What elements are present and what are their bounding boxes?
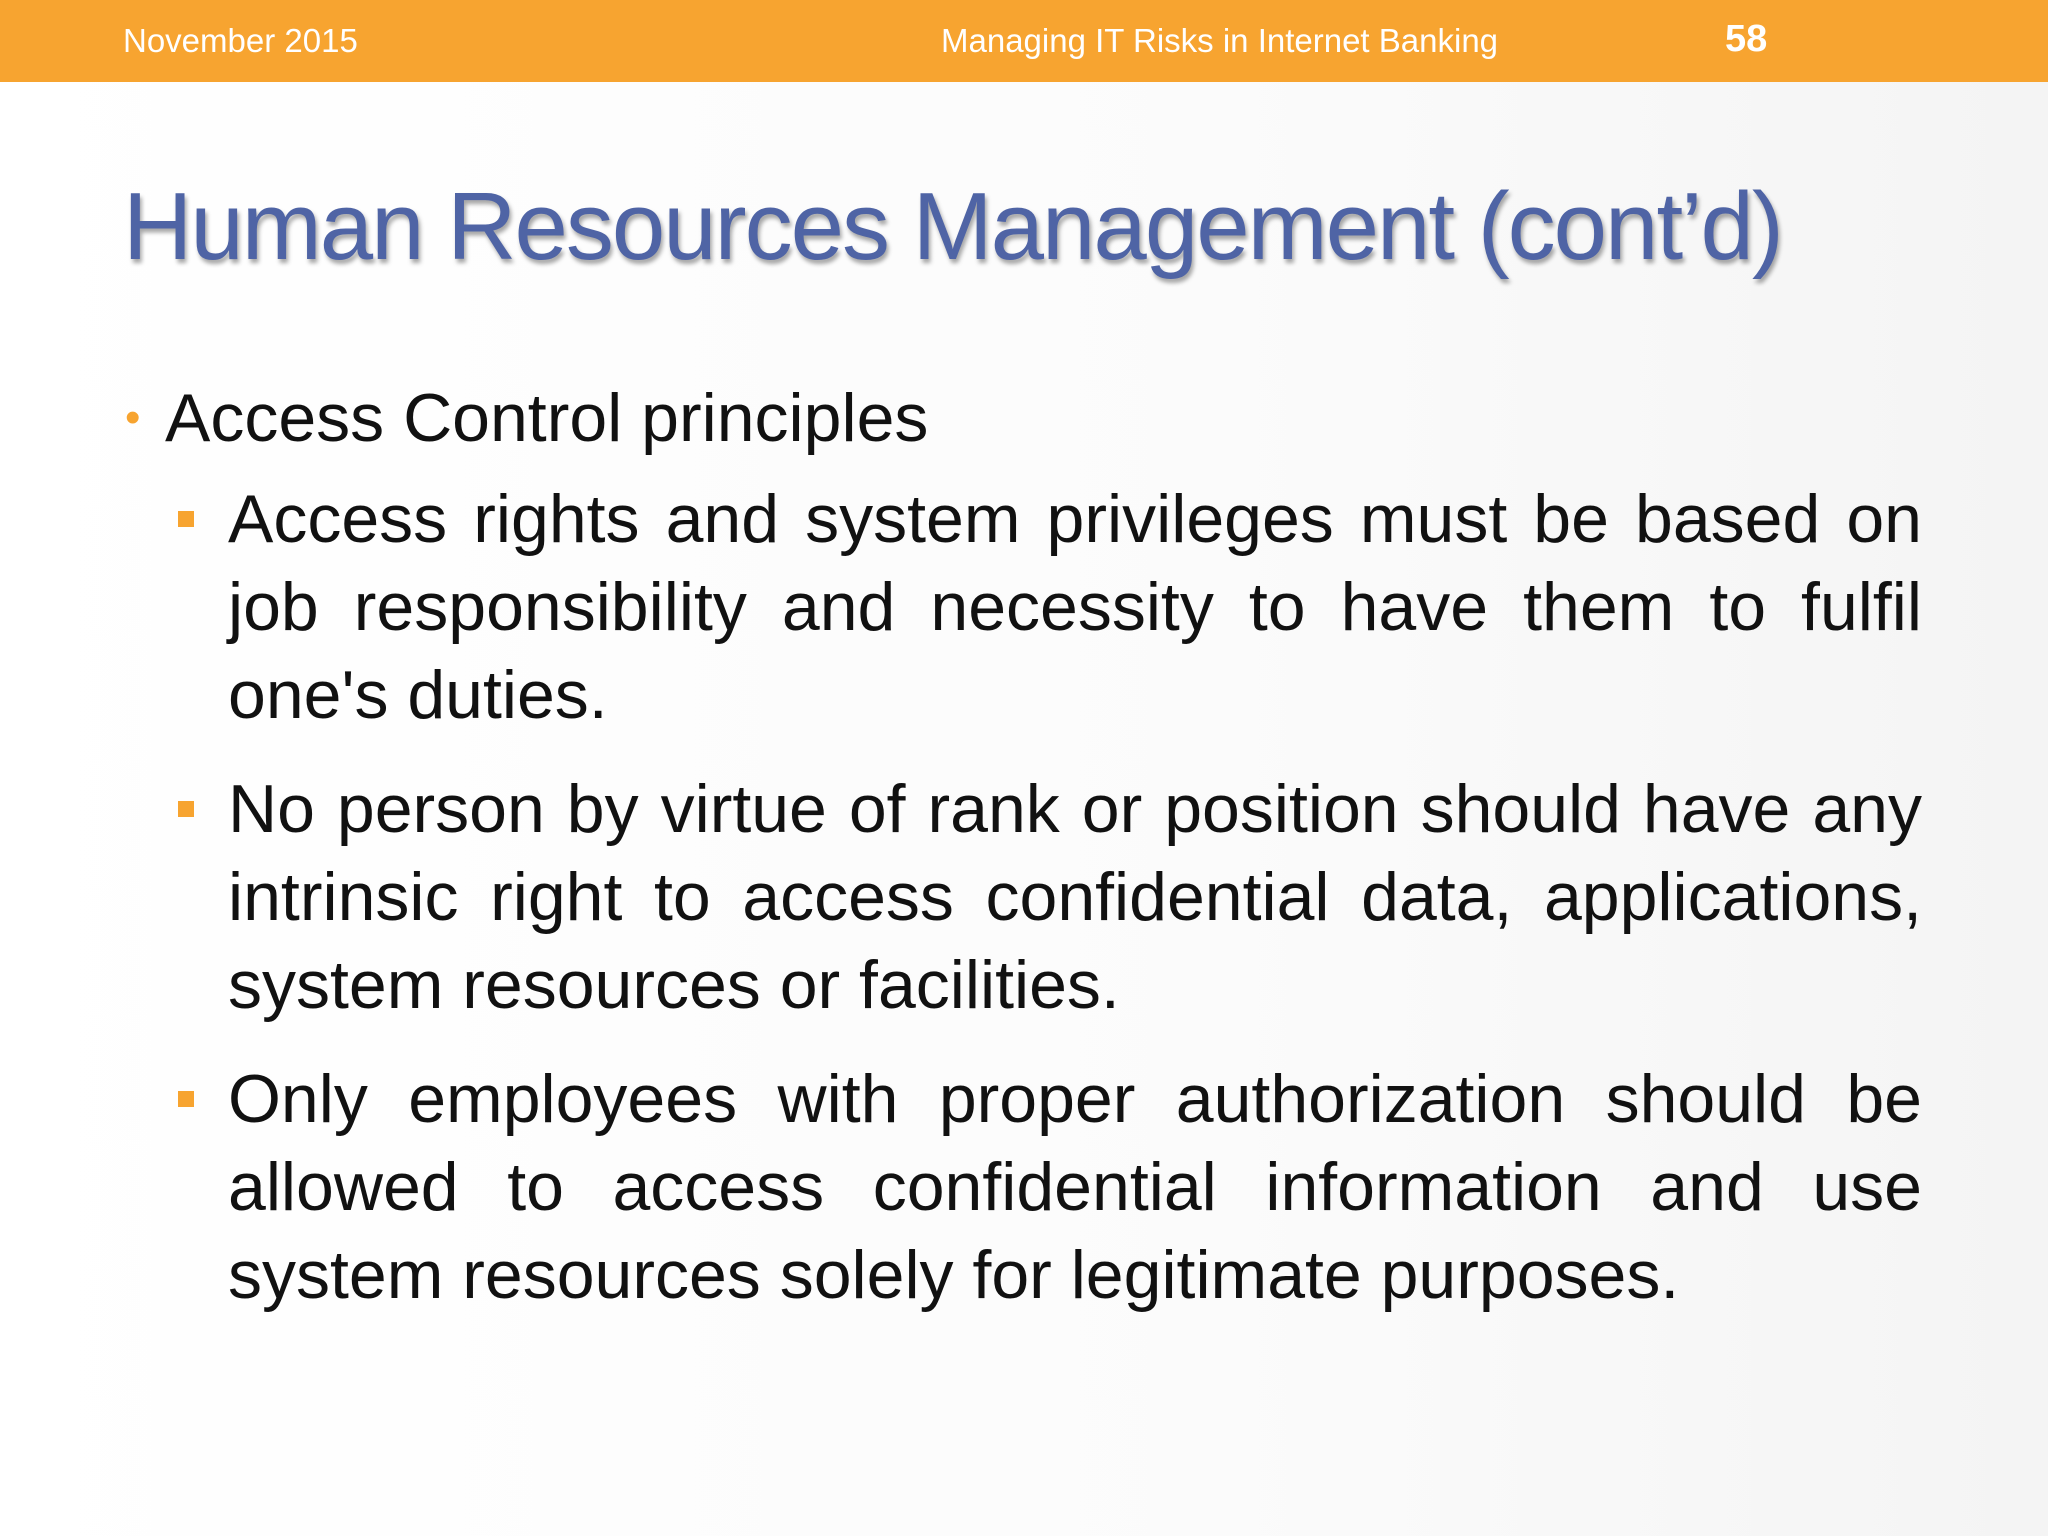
square-bullet-icon — [178, 801, 194, 817]
header-presentation-title: Managing IT Risks in Internet Banking — [941, 22, 1499, 59]
square-bullet-icon — [178, 511, 194, 527]
sub-bullet-text: Access rights and system privileges must be based on job responsibility and necessity to have them to fulfil one's duties. — [228, 481, 1922, 733]
sub-bullet-item — [178, 1055, 1922, 1319]
page-number: 58 — [1725, 18, 1768, 60]
slide-title: Human Resources Management (cont’d) — [123, 173, 1782, 280]
sub-bullet-item — [178, 765, 1922, 1029]
bullet-text: Access Control principles — [165, 380, 929, 456]
sub-bullet-item — [178, 475, 1922, 739]
sub-bullet-text: No person by virtue of rank or position should have any intrinsic right to access confidential data, applications, system resources or facilities. — [228, 771, 1922, 1023]
square-bullet-icon — [178, 1091, 194, 1107]
round-bullet-icon: • — [125, 393, 141, 442]
sub-bullet-list — [178, 475, 1922, 1345]
header-date: November 2015 — [123, 22, 358, 59]
sub-bullet-text: Only employees with proper authorization should be allowed to access confidential information and use system resources solely for legitimate purposes. — [228, 1061, 1922, 1313]
header-bar — [0, 0, 2048, 82]
